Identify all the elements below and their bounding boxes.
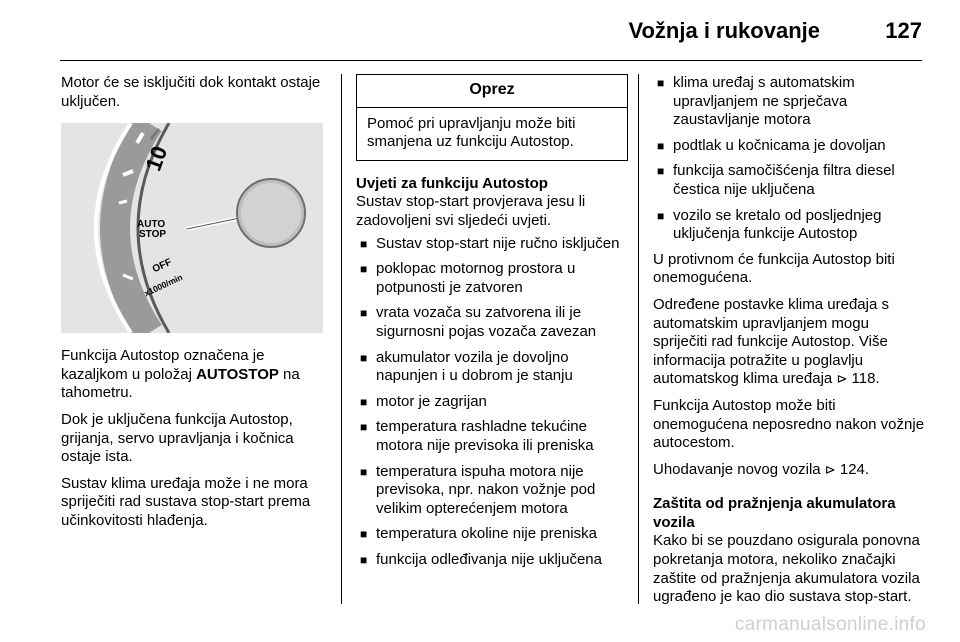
page-reference-link[interactable]: 124. (839, 460, 870, 478)
list-item: ■ akumulator vozila je dovoljno napunjen i u dobrom je stanju (356, 349, 628, 386)
list-item: ■ funkcija odleđivanja nije uključena (356, 551, 628, 570)
tachometer-illustration (61, 123, 323, 333)
column-divider-1 (341, 74, 342, 604)
list-item: ■ funkcija samočišćenja filtra diesel čestica nije uključena (653, 162, 925, 199)
gauge-auto-label: AUTO (137, 219, 166, 231)
conditions-list (356, 235, 628, 570)
list-item: ■ poklopac motornog prostora u potpunosti je zatvoren (356, 260, 628, 297)
column-2 (356, 74, 628, 576)
conditions-intro: Sustav stop-start provjerava jesu li zadovoljeni svi sljedeći uvjeti. (356, 193, 586, 229)
conditions-heading: Uvjeti za funkciju Autostop (356, 174, 548, 192)
column-divider-2 (638, 74, 639, 604)
list-item: ■ vozilo se kretalo od posljednjeg uključenja funkcije Autostop (653, 207, 925, 244)
autostop-keyword: AUTOSTOP (196, 365, 279, 383)
column-3 (653, 74, 925, 615)
page-header-title: Vožnja i rukovanje (628, 18, 820, 43)
gauge-number-label: 10 (140, 142, 173, 175)
list-item: ■ motor je zagrijan (356, 393, 628, 412)
battery-protection-paragraph: Kako bi se pouzdano osigurala ponovna pokretanja motora, nekoliko značajki zaštite od pražnjenja akumulatora vozila ugrađeno je kao dio sustava stop-start. (653, 532, 920, 606)
caution-text: Pomoć pri upravljanju može biti smanjena uz funkciju Autostop. (367, 114, 576, 151)
gauge-stop-label: STOP (139, 229, 167, 241)
disabled-paragraph: U protivnom će funkcija Autostop biti onemogućena. (653, 250, 895, 287)
climate-settings-paragraph: Određene postavke klima uređaja s automatskim upravljanjem mogu spriječiti rad funkcije Autostop. Više informacija potražite u poglavlju automatskog klima uređaja ⊳ 118. (653, 295, 889, 388)
page-number: 127 (885, 18, 922, 43)
conditions-list-continued (653, 74, 925, 244)
highway-paragraph: Funkcija Autostop može biti onemogućena neposredno nakon vožnje autocestom. (653, 396, 925, 452)
battery-protection-heading: Zaštita od pražnjenja akumulatora vozila (653, 495, 896, 531)
intro-paragraph: Motor će se isključiti dok kontakt ostaje uključen. (61, 74, 321, 110)
autostop-state-paragraph: Dok je uključena funkcija Autostop, grijanja, servo upravljanja i kočnica ostaje ista. (61, 410, 294, 466)
climate-paragraph: Sustav klima uređaja može i ne mora spriječiti rad sustava stop-start prema učinkovitosti hlađenja. (61, 474, 311, 529)
autostop-indicator-paragraph: Funkcija Autostop označena je kazaljkom u položaj AUTOSTOP na tahometru. (61, 347, 300, 402)
list-item: ■ Sustav stop-start nije ručno isključen (356, 235, 628, 254)
watermark-text: carmanualsonline.info (734, 614, 926, 635)
list-item: ■ vrata vozača su zatvorena ili je sigurnosni pojas vozača zavezan (356, 304, 628, 341)
list-item: ■ temperatura rashladne tekućine motora nije previsoka ili preniska (356, 418, 628, 455)
list-item: ■ temperatura ispuha motora nije previsoka, npr. nakon vožnje pod velikim opterećenjem motora (356, 463, 628, 519)
list-item: ■ temperatura okoline nije preniska (356, 525, 628, 544)
gauge-unit-label: x1000/min (142, 272, 185, 299)
list-item: ■ podtlak u kočnicama je dovoljan (653, 137, 925, 156)
list-item: ■ klima uređaj s automatskim upravljanjem ne sprječava zaustavljanje motora (653, 74, 925, 130)
caution-title: Oprez (357, 75, 627, 108)
page-reference-icon: ⊳ (836, 371, 848, 387)
caution-box (356, 74, 628, 161)
header-rule (60, 60, 922, 61)
break-in-paragraph: Uhodavanje novog vozila ⊳ 124. (653, 460, 870, 478)
page-reference-icon: ⊳ (824, 461, 836, 477)
page-reference-link[interactable]: 118. (851, 370, 880, 388)
tachometer-figure (61, 123, 323, 333)
column-1 (61, 74, 329, 539)
gauge-off-label: OFF (150, 256, 174, 276)
